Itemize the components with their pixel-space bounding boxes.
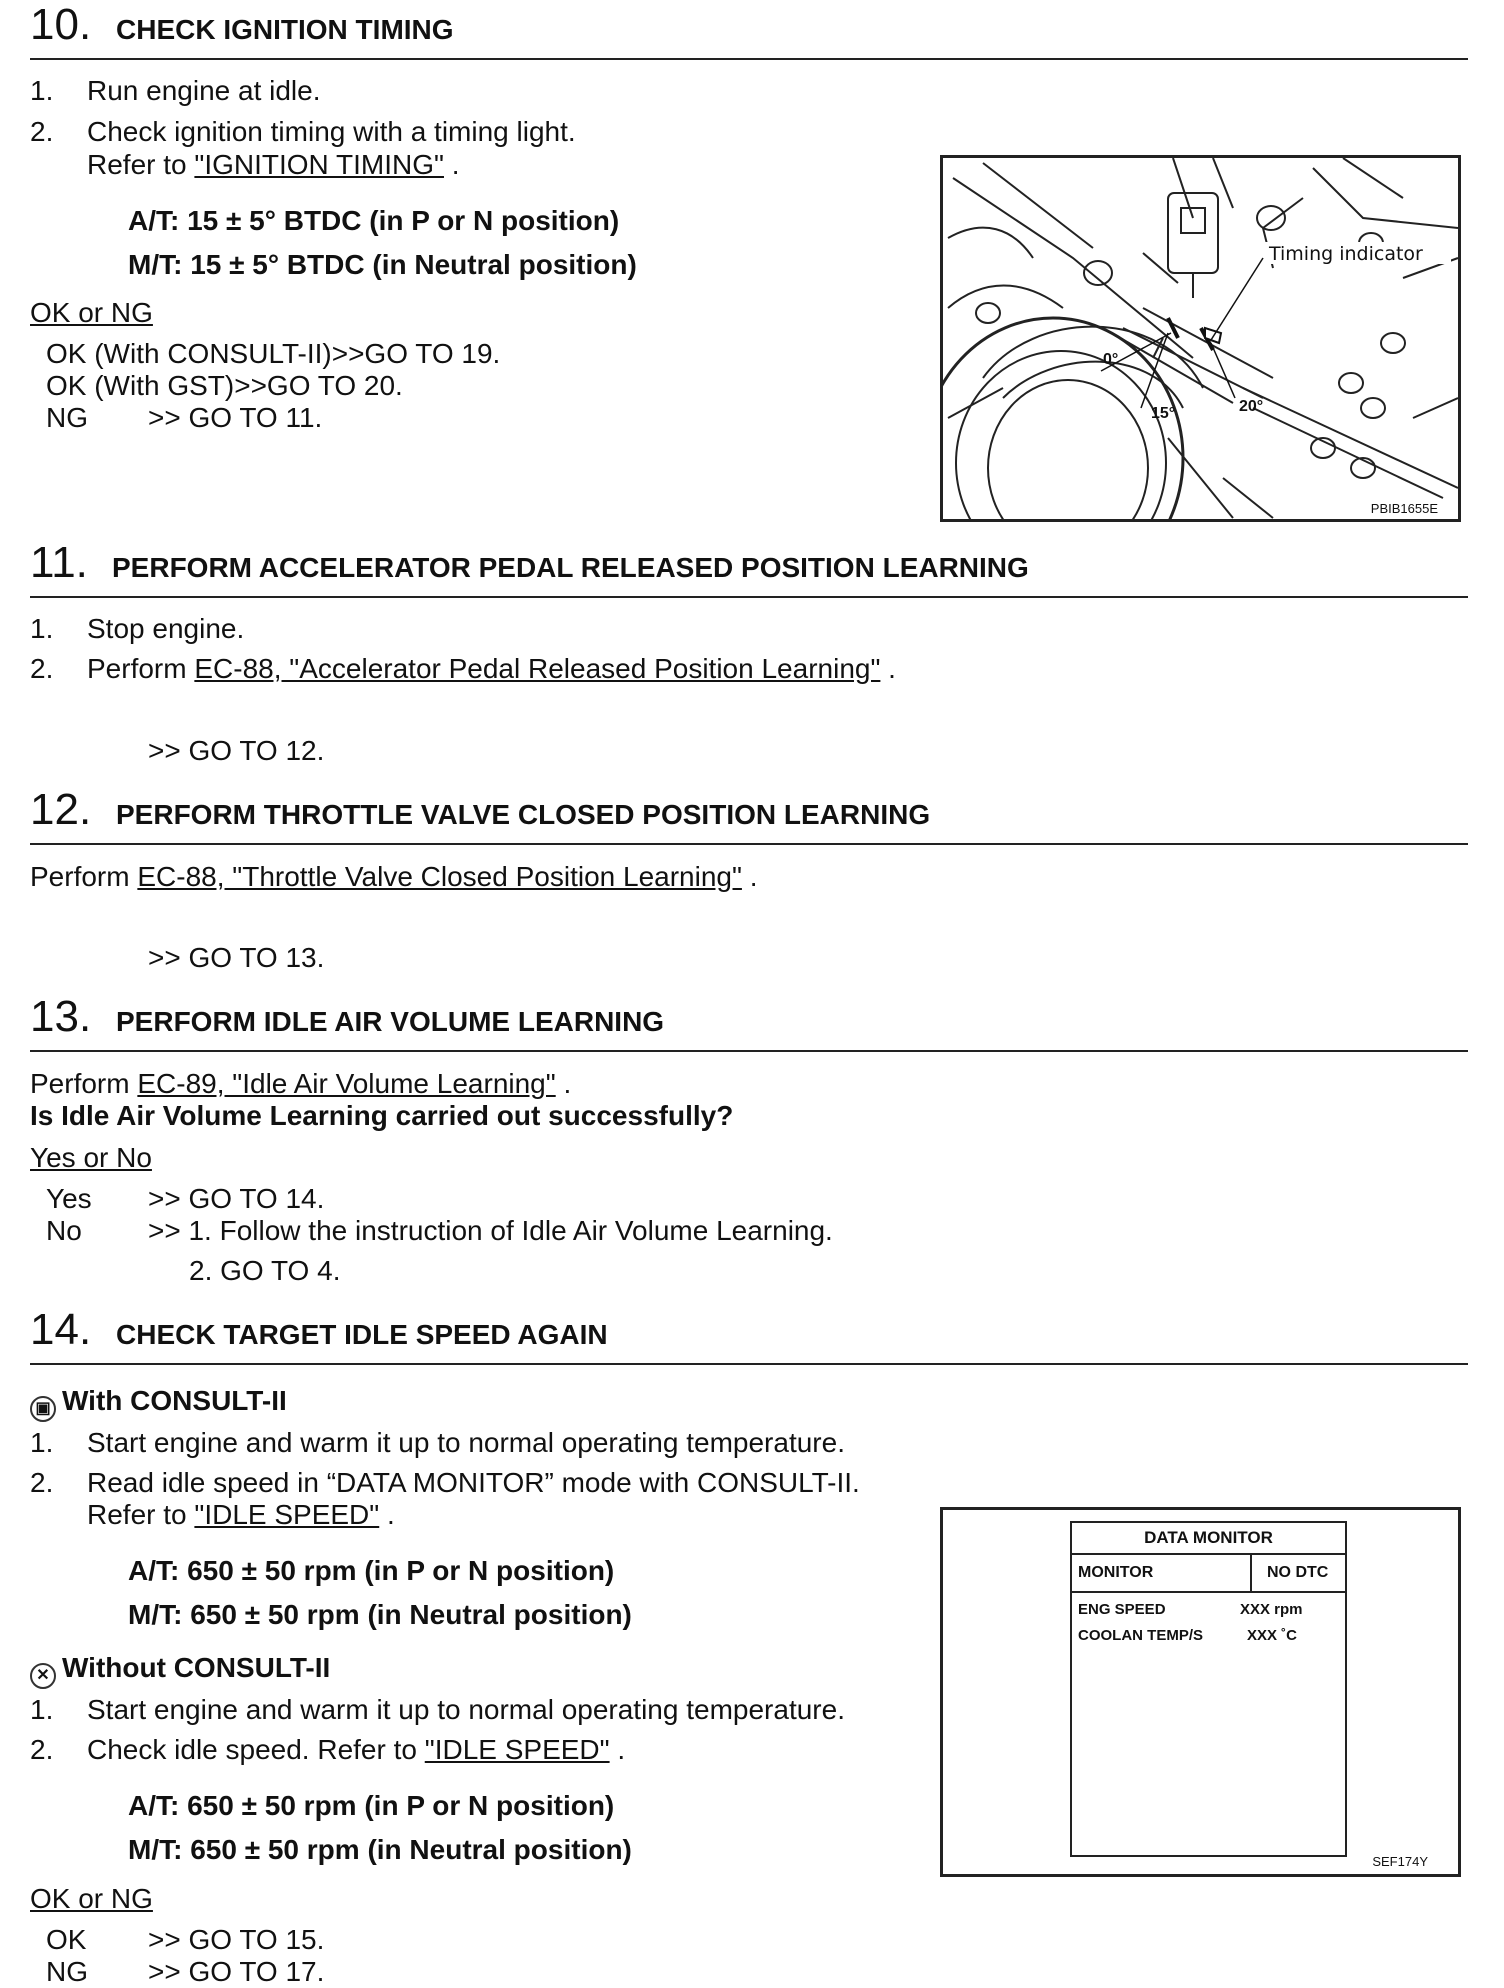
section-11-title: PERFORM ACCELERATOR PEDAL RELEASED POSITION LEARNING	[112, 552, 1029, 583]
data-monitor-row-eng-speed	[1072, 1601, 1345, 1627]
s14-w2-text: Read idle speed in “DATA MONITOR” mode with CONSULT-II.	[87, 1467, 860, 1498]
s14-ng-val[interactable]: >> GO TO 17.	[148, 1956, 325, 1987]
throttle-valve-learning-link[interactable]: EC-88, "Throttle Valve Closed Position Learning"	[137, 861, 742, 892]
section-10-title: CHECK IGNITION TIMING	[116, 14, 454, 45]
ignition-timing-link[interactable]: "IGNITION TIMING"	[194, 149, 444, 180]
s11-goto[interactable]: >> GO TO 12.	[148, 735, 325, 766]
s10-refer-suffix: .	[443, 149, 460, 180]
section-13-title: PERFORM IDLE AIR VOLUME LEARNING	[116, 1006, 665, 1037]
dm-row1-val: XXX rpm	[1240, 1601, 1303, 1618]
s10-result-2[interactable]: OK (With GST)>>GO TO 20.	[46, 370, 403, 401]
dm-row2-val: XXX ˚C	[1247, 1627, 1298, 1644]
section-14-number: 14.	[30, 1305, 92, 1354]
no-consult-icon: ✕	[30, 1663, 56, 1689]
data-monitor-monitor-label: MONITOR	[1078, 1564, 1154, 1581]
s14-w-refer-prefix: Refer to	[87, 1499, 195, 1530]
s11-step2-num: 2.	[30, 653, 54, 684]
idle-speed-link-2[interactable]: "IDLE SPEED"	[424, 1734, 610, 1765]
s10-refer	[87, 149, 460, 181]
s14-ng-key: NG	[46, 1956, 88, 1987]
data-monitor-figure	[940, 1507, 1461, 1877]
s14-w1-text: Start engine and warm it up to normal operating temperature.	[87, 1427, 845, 1458]
fig-mark-20: 20°	[1239, 398, 1264, 415]
s10-refer-prefix: Refer to	[87, 149, 195, 180]
s13-yes-key: Yes	[46, 1183, 92, 1214]
s13-suffix: .	[555, 1068, 572, 1099]
s10-spec-mt: M/T: 15 ± 5° BTDC (in Neutral position)	[128, 249, 637, 280]
idle-air-volume-learning-link[interactable]: EC-89, "Idle Air Volume Learning"	[137, 1068, 556, 1099]
s12-suffix: .	[741, 861, 758, 892]
s10-result-3-key: NG	[46, 402, 88, 433]
section-12-title: PERFORM THROTTLE VALVE CLOSED POSITION LEARNING	[116, 799, 931, 830]
fig-mark-0: 0°	[1103, 351, 1119, 368]
figure-code-sef174y: SEF174Y	[1372, 1854, 1428, 1869]
s10-step1-text: Run engine at idle.	[87, 75, 321, 106]
s11-step1-num: 1.	[30, 613, 54, 644]
section-14-rule	[30, 1363, 1468, 1365]
dm-row1-key: ENG SPEED	[1078, 1601, 1166, 1618]
s11-step1-text: Stop engine.	[87, 613, 245, 644]
section-12-rule	[30, 843, 1468, 845]
s12-goto[interactable]: >> GO TO 13.	[148, 942, 325, 973]
fig-mark-15: 15°	[1151, 405, 1176, 422]
section-13-number: 13.	[30, 992, 92, 1041]
data-monitor-nodtc-label: NO DTC	[1267, 1564, 1329, 1581]
s14-without-label: Without CONSULT-II	[62, 1652, 331, 1683]
engine-pulley-drawing	[943, 158, 1458, 519]
s14-w-spec-at: A/T: 650 ± 50 rpm (in P or N position)	[128, 1555, 615, 1586]
s14-o1-num: 1.	[30, 1694, 54, 1725]
s14-o1-text: Start engine and warm it up to normal operating temperature.	[87, 1694, 845, 1725]
s14-o2	[87, 1734, 625, 1766]
s13-question: Is Idle Air Volume Learning carried out successfully?	[30, 1100, 734, 1131]
s14-o2-prefix: Check idle speed. Refer to	[87, 1734, 425, 1765]
section-12-number: 12.	[30, 785, 92, 834]
s14-w-refer-suffix: .	[379, 1499, 395, 1530]
s14-o2-suffix: .	[609, 1734, 626, 1765]
s13-perform	[30, 1068, 571, 1100]
s10-spec-at: A/T: 15 ± 5° BTDC (in P or N position)	[128, 205, 620, 236]
s14-w2-num: 2.	[30, 1467, 54, 1498]
timing-indicator-label: Timing indicator	[1269, 243, 1423, 265]
s11-step2-prefix: Perform	[87, 653, 195, 684]
s13-result-label: Yes or No	[30, 1142, 152, 1173]
figure-code-pbib1655e: PBIB1655E	[1370, 501, 1438, 516]
s13-no-val[interactable]: >> 1. Follow the instruction of Idle Air Volume Learning.	[148, 1215, 833, 1246]
s12-perform	[30, 861, 757, 893]
s14-ok-val[interactable]: >> GO TO 15.	[148, 1924, 325, 1955]
section-10-number: 10.	[30, 0, 92, 49]
data-monitor-row-coolant	[1072, 1627, 1345, 1653]
s13-prefix: Perform	[30, 1068, 138, 1099]
s14-ok-key: OK	[46, 1924, 87, 1955]
s14-w1-num: 1.	[30, 1427, 54, 1458]
timing-indicator-figure	[940, 155, 1461, 522]
section-11-number: 11.	[30, 538, 88, 587]
s10-step2-num: 2.	[30, 116, 54, 147]
s10-step2-text: Check ignition timing with a timing light.	[87, 116, 576, 147]
s14-result-label: OK or NG	[30, 1883, 153, 1914]
s13-no-key: No	[46, 1215, 82, 1246]
dm-row2-key: COOLAN TEMP/S	[1078, 1627, 1204, 1644]
s10-result-1[interactable]: OK (With CONSULT-II)>>GO TO 19.	[46, 338, 501, 369]
s10-step1-num: 1.	[30, 75, 54, 106]
idle-speed-link-1[interactable]: "IDLE SPEED"	[194, 1499, 380, 1530]
section-13-rule	[30, 1050, 1468, 1052]
consult-icon: ▣	[30, 1396, 56, 1422]
s13-no-val-2[interactable]: 2. GO TO 4.	[189, 1255, 341, 1286]
s14-o-spec-mt: M/T: 650 ± 50 rpm (in Neutral position)	[128, 1834, 632, 1865]
s14-with-label: With CONSULT-II	[62, 1385, 287, 1416]
s14-w-spec-mt: M/T: 650 ± 50 rpm (in Neutral position)	[128, 1599, 632, 1630]
data-monitor-screen	[1070, 1521, 1347, 1857]
s10-result-3-val[interactable]: >> GO TO 11.	[148, 402, 323, 433]
data-monitor-header-row	[1072, 1555, 1345, 1593]
s14-w-refer	[87, 1499, 395, 1531]
data-monitor-divider	[1250, 1555, 1252, 1591]
section-11-rule	[30, 596, 1468, 598]
section-10-rule	[30, 58, 1468, 60]
data-monitor-title: DATA MONITOR	[1072, 1523, 1345, 1555]
s11-step2	[87, 653, 896, 685]
s14-with-consult	[30, 1385, 287, 1422]
s14-o-spec-at: A/T: 650 ± 50 rpm (in P or N position)	[128, 1790, 615, 1821]
s14-without-consult	[30, 1652, 330, 1689]
section-14-title: CHECK TARGET IDLE SPEED AGAIN	[116, 1319, 608, 1350]
s10-result-label: OK or NG	[30, 297, 153, 328]
s12-prefix: Perform	[30, 861, 138, 892]
s14-o2-num: 2.	[30, 1734, 54, 1765]
s11-step2-suffix: .	[880, 653, 896, 684]
s13-yes-val[interactable]: >> GO TO 14.	[148, 1183, 325, 1214]
accelerator-pedal-learning-link[interactable]: EC-88, "Accelerator Pedal Released Position Learning"	[194, 653, 881, 684]
